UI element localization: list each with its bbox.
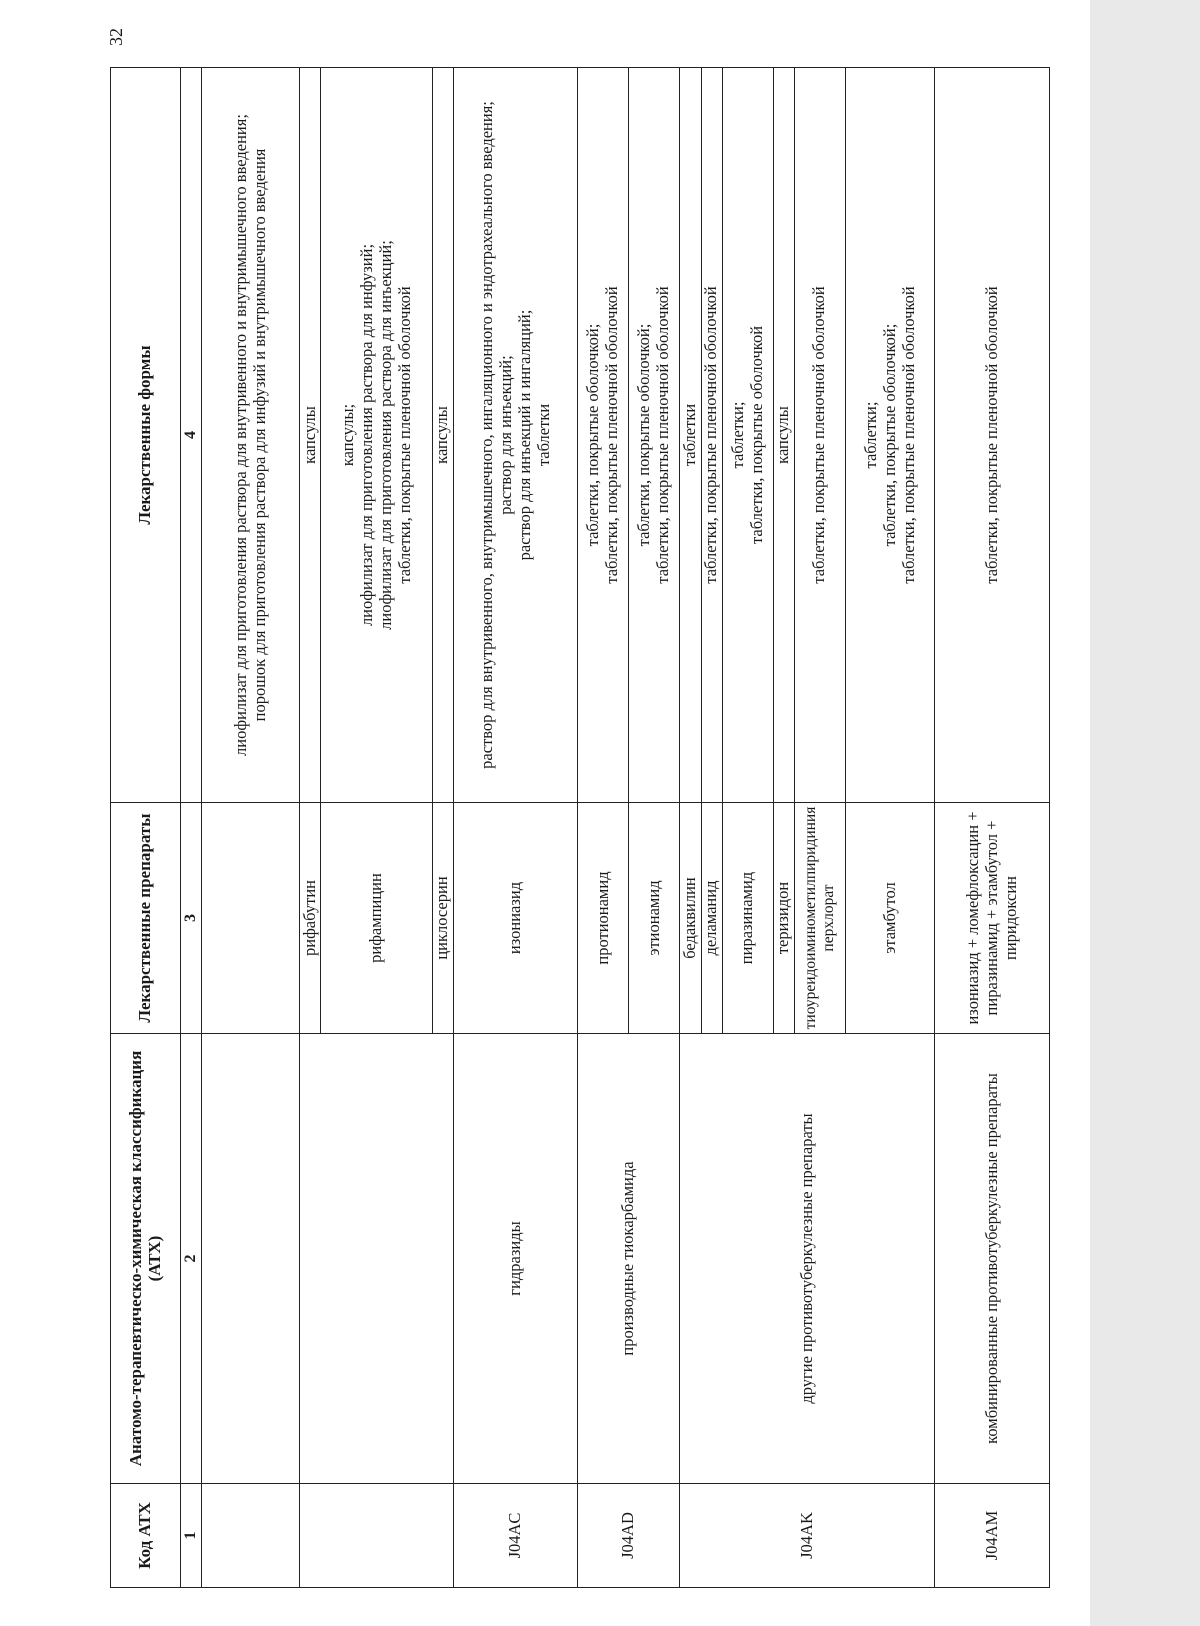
form-line: капсулы: [432, 406, 452, 464]
forms-cell: [680, 68, 701, 803]
atc-code-cell: [202, 1484, 300, 1588]
form-line: таблетки, покрытые оболочкой;: [879, 323, 899, 547]
table-row: [202, 68, 300, 1588]
drug-cell: рифампицин: [321, 803, 433, 1034]
drug-table: [110, 67, 1050, 1588]
form-line: таблетки;: [860, 401, 880, 469]
column-number: 2: [181, 1034, 202, 1484]
form-line: таблетки, покрытые оболочкой: [746, 325, 766, 545]
column-number: 1: [181, 1484, 202, 1588]
drug-cell: рифабутин: [300, 803, 321, 1034]
header-classification: Анатомо-терапевтическо-химическая классификация (АТХ): [111, 1034, 181, 1484]
forms-cell: [935, 68, 1050, 803]
form-line: лиофилизат для приготовления раствора для инъекций;: [375, 240, 395, 630]
drug-cell: этионамид: [629, 803, 680, 1034]
forms-cell: [202, 68, 300, 803]
form-line: таблетки, покрытые пленочной оболочкой: [701, 286, 721, 584]
table-row: [300, 68, 321, 1588]
form-line: раствор для инъекций;: [495, 355, 515, 515]
drug-cell: протионамид: [578, 803, 629, 1034]
forms-cell: [629, 68, 680, 803]
atc-code-cell: J04AC: [454, 1484, 578, 1588]
form-line: таблетки, покрытые пленочной оболочкой: [653, 286, 673, 584]
classification-cell: [202, 1034, 300, 1484]
classification-cell: [300, 1034, 454, 1484]
table-row: [454, 68, 578, 1588]
form-line: таблетки: [679, 403, 699, 467]
drug-cell: деламанид: [701, 803, 722, 1034]
atc-code-cell: J04AM: [935, 1484, 1050, 1588]
form-line: таблетки, покрытые оболочкой;: [634, 323, 654, 547]
forms-cell: [321, 68, 433, 803]
classification-cell: комбинированные противотуберкулезные препараты: [935, 1034, 1050, 1484]
form-line: таблетки, покрытые оболочкой;: [583, 323, 603, 547]
forms-cell: [300, 68, 321, 803]
drug-cell: изониазид + ломефлоксацин + пиразинамид + этамбутол + пиридоксин: [935, 803, 1050, 1034]
classification-cell: производные тиокарбамида: [578, 1034, 680, 1484]
drug-cell: [202, 803, 300, 1034]
form-line: таблетки, покрытые пленочной оболочкой: [981, 286, 1001, 584]
forms-cell: [845, 68, 934, 803]
form-line: лиофилизат для приготовления раствора для внутривенного и внутримышечного введения;: [230, 114, 250, 756]
form-line: капсулы;: [337, 403, 357, 467]
forms-cell: [454, 68, 578, 803]
atc-code-cell: J04AK: [680, 1484, 935, 1588]
atc-code-cell: J04AD: [578, 1484, 680, 1588]
column-number: 4: [181, 68, 202, 803]
classification-cell: гидразиды: [454, 1034, 578, 1484]
forms-cell: [722, 68, 773, 803]
table-row: [935, 68, 1050, 1588]
form-line: капсулы: [773, 406, 793, 464]
header-forms: Лекарственные формы: [111, 68, 181, 803]
column-number-row: [181, 68, 202, 1588]
atc-code-cell: [300, 1484, 454, 1588]
forms-cell: [701, 68, 722, 803]
header-code: Код АТХ: [111, 1484, 181, 1588]
form-line: таблетки, покрытые пленочной оболочкой: [602, 286, 622, 584]
drug-cell: теризидон: [773, 803, 794, 1034]
column-number: 3: [181, 803, 202, 1034]
drug-cell: циклосерин: [432, 803, 453, 1034]
form-line: порошок для приготовления раствора для инфузий и внутримышечного введения: [249, 148, 269, 722]
form-line: раствор для инъекций и ингаляций;: [514, 309, 534, 561]
forms-cell: [432, 68, 453, 803]
form-line: таблетки, покрытые пленочной оболочкой: [809, 286, 829, 584]
form-line: лиофилизат для приготовления раствора для инфузий;: [356, 243, 376, 627]
forms-cell: [773, 68, 794, 803]
form-line: капсулы: [299, 406, 319, 464]
drug-cell: бедаквилин: [680, 803, 701, 1034]
table-row: [578, 68, 629, 1588]
form-line: раствор для внутривенного, внутримышечного, ингаляционного и эндотрахеального введения;: [476, 101, 496, 769]
table-row: [680, 68, 701, 1588]
rotated-table-wrapper: [110, 68, 1050, 1588]
drug-cell: тиоуреидоиминометилпиридиния перхлорат: [794, 803, 845, 1034]
forms-cell: [578, 68, 629, 803]
forms-cell: [794, 68, 845, 803]
form-line: таблетки, покрытые пленочной оболочкой: [898, 286, 918, 584]
form-line: таблетки: [533, 403, 553, 467]
header-row: [111, 68, 181, 1588]
drug-cell: изониазид: [454, 803, 578, 1034]
page-number: 32: [106, 28, 126, 46]
form-line: таблетки, покрытые пленочной оболочкой: [394, 286, 414, 584]
header-drugs: Лекарственные препараты: [111, 803, 181, 1034]
drug-cell: этамбутол: [845, 803, 934, 1034]
drug-cell: пиразинамид: [722, 803, 773, 1034]
form-line: таблетки;: [727, 401, 747, 469]
classification-cell: другие противотуберкулезные препараты: [680, 1034, 935, 1484]
